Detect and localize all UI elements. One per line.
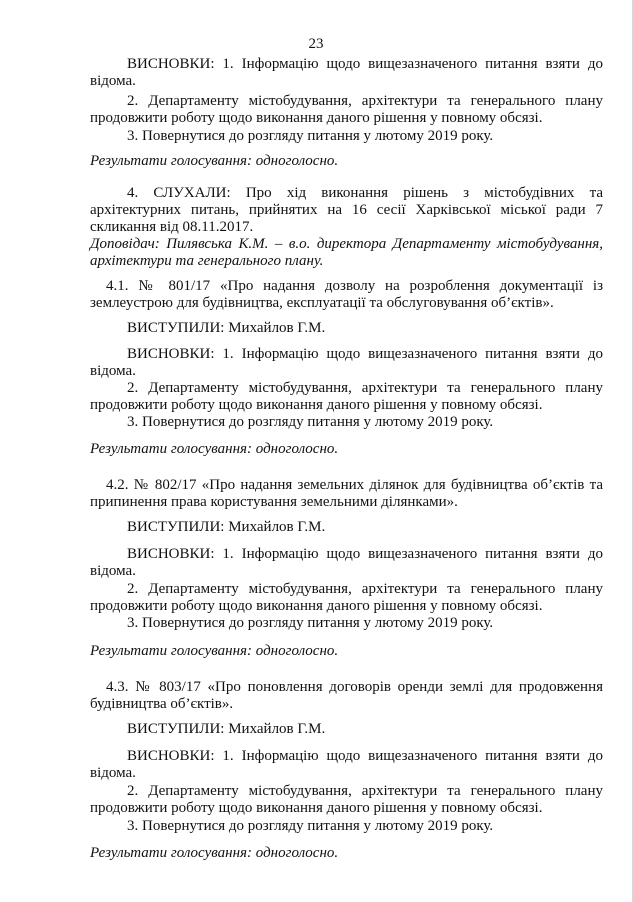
sub2-conclusion-2: 2. Департаменту містобудування, архітектури та генерального плану продовжити роботу щодо виконання даного рішення у повному обсязі. (90, 581, 603, 614)
sub2-title: 4.2. № 802/17 «Про надання земельних ділянок для будівництва об’єктів та припинення права користування земельними ділянками». (90, 477, 603, 510)
sub3-spoke: ВИСТУПИЛИ: Михайлов Г.М. (127, 721, 326, 737)
sub3-vote-result: Результати голосування: одноголосно. (90, 845, 339, 861)
intro-conclusion-3: 3. Повернутися до розгляду питання у лютому 2019 року. (127, 128, 494, 144)
sub1-conclusion-3: 3. Повернутися до розгляду питання у лютому 2019 року. (127, 414, 494, 430)
sub3-conclusion-1: ВИСНОВКИ: 1. Інформацію щодо вищезазначеного питання взяти до відома. (90, 748, 603, 781)
sub2-spoke: ВИСТУПИЛИ: Михайлов Г.М. (127, 519, 326, 535)
sub1-spoke: ВИСТУПИЛИ: Михайлов Г.М. (127, 320, 326, 336)
intro-conclusion-2: 2. Департаменту містобудування, архітектури та генерального плану продовжити роботу щодо виконання даного рішення у повному обсязі. (90, 93, 603, 126)
sub3-conclusion-2: 2. Департаменту містобудування, архітектури та генерального плану продовжити роботу щодо виконання даного рішення у повному обсязі. (90, 783, 603, 816)
intro-vote-result: Результати голосування: одноголосно. (90, 153, 339, 169)
intro-conclusion-1: ВИСНОВКИ: 1. Інформацію щодо вищезазначеного питання взяти до відома. (90, 56, 603, 89)
sub2-vote-result: Результати голосування: одноголосно. (90, 643, 339, 659)
sub2-conclusion-1: ВИСНОВКИ: 1. Інформацію щодо вищезазначеного питання взяти до відома. (90, 546, 603, 579)
sub1-conclusion-1: ВИСНОВКИ: 1. Інформацію щодо вищезазначеного питання взяти до відома. (90, 346, 603, 379)
sub1-conclusion-2: 2. Департаменту містобудування, архітектури та генерального плану продовжити роботу щодо виконання даного рішення у повному обсязі. (90, 380, 603, 413)
sub2-conclusion-3: 3. Повернутися до розгляду питання у лютому 2019 року. (127, 615, 494, 631)
sub1-title: 4.1. № 801/17 «Про надання дозволу на розроблення документації із землеустрою для будівництва, експлуатації та обслуговування об’єктів». (90, 278, 603, 311)
sub3-conclusion-3: 3. Повернутися до розгляду питання у лютому 2019 року. (127, 818, 494, 834)
item4-speaker: Доповідач: Пилявська К.М. – в.о. директора Департаменту містобудування, архітектури та генерального плану. (90, 236, 603, 269)
page-number: 23 (308, 36, 324, 52)
sub1-vote-result: Результати голосування: одноголосно. (90, 441, 339, 457)
item4-heard: 4. СЛУХАЛИ: Про хід виконання рішень з містобудівних та архітектурних питань, прийнятих на 16 сесії Харківської міської ради 7 скликання від 08.11.2017. (90, 185, 603, 235)
sub3-title: 4.3. № 803/17 «Про поновлення договорів оренди землі для продовження будівництва об’єктів». (90, 679, 603, 712)
